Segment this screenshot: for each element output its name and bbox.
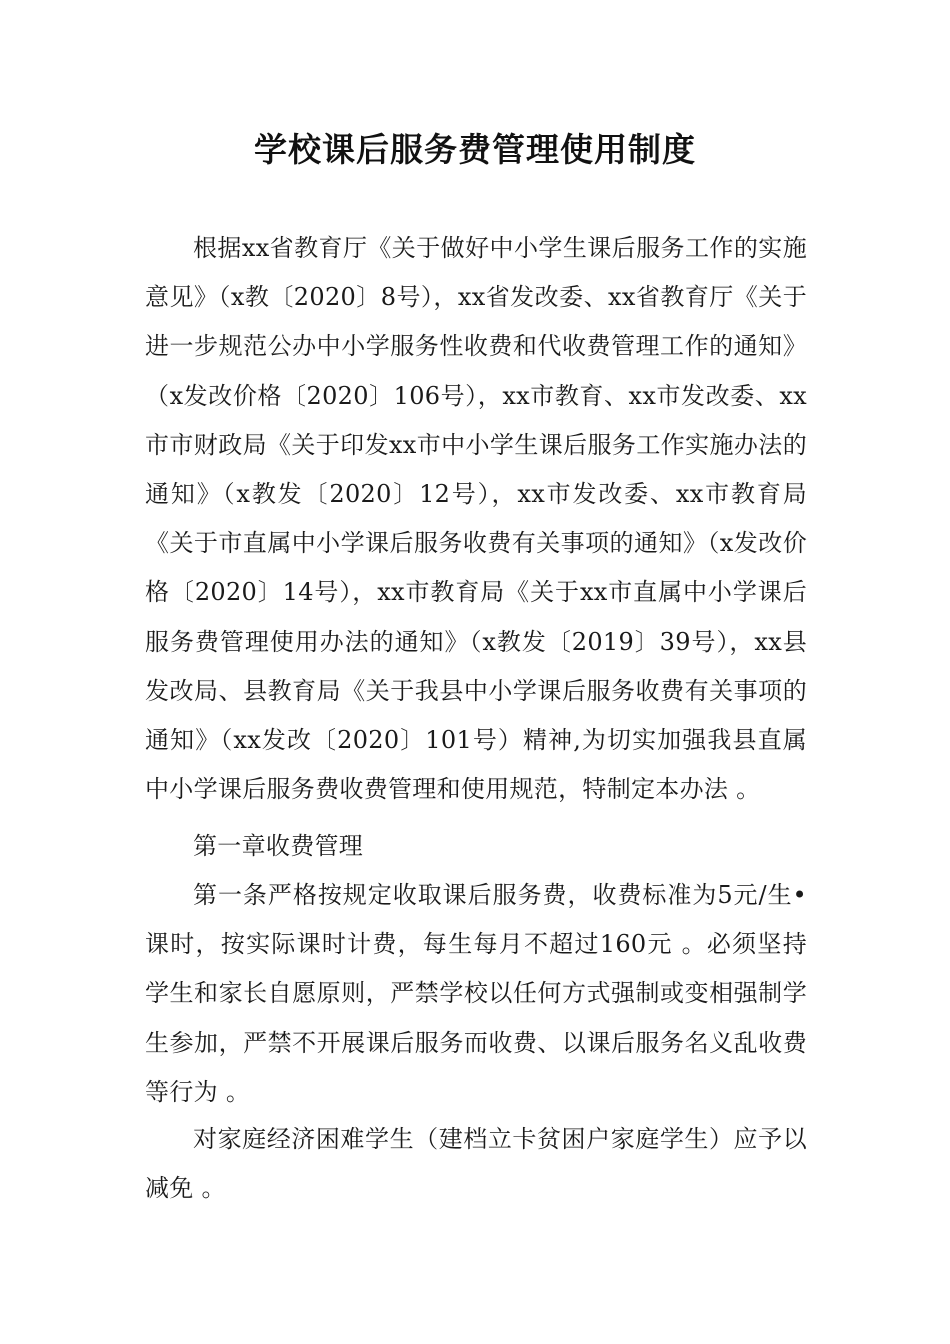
paragraph-article-1: 第一条严格按规定收取课后服务费，收费标准为5元/生•课时，按实际课时计费，每生每月不超过160元 。必须坚持学生和家长自愿原则，严禁学校以任何方式强制或变相强制学生参加，严禁不开展课后服务而收费、以课后服务名义乱收费等行为 。 [145,881,807,1106]
paragraph-preamble: 根据xx省教育厅《关于做好中小学生课后服务工作的实施意见》（x教〔2020〕8号），xx省发改委、xx省教育厅《关于进一步规范公办中小学服务性收费和代收费管理工作的通知》（x发改价格〔2020〕106号），xx市教育、xx市发改委、xx市市财政局《关于印发xx市中小学生课后服务工作实施办法的通知》（x教发〔2020〕12号），xx市发改委、xx市教育局《关于市直属中小学课后服务收费有关事项的通知》（x发改价格〔2020〕14号），xx市教育局《关于xx市直属中小学课后服务费管理使用办法的通知》（x教发〔2019〕39号），xx县发改局、县教育局《关于我县中小学课后服务收费有关事项的通知》（xx发改〔2020〕101号）精神,为切实加强我县直属中小学课后服务费收费管理和使用规范，特制定本办法 。 [145,234,807,804]
document-title: 学校课后服务费管理使用制度 [254,130,696,169]
chapter-heading: 第一章收费管理 [193,832,364,860]
paragraph-exemption: 对家庭经济困难学生（建档立卡贫困户家庭学生）应予以减免 。 [145,1125,807,1203]
